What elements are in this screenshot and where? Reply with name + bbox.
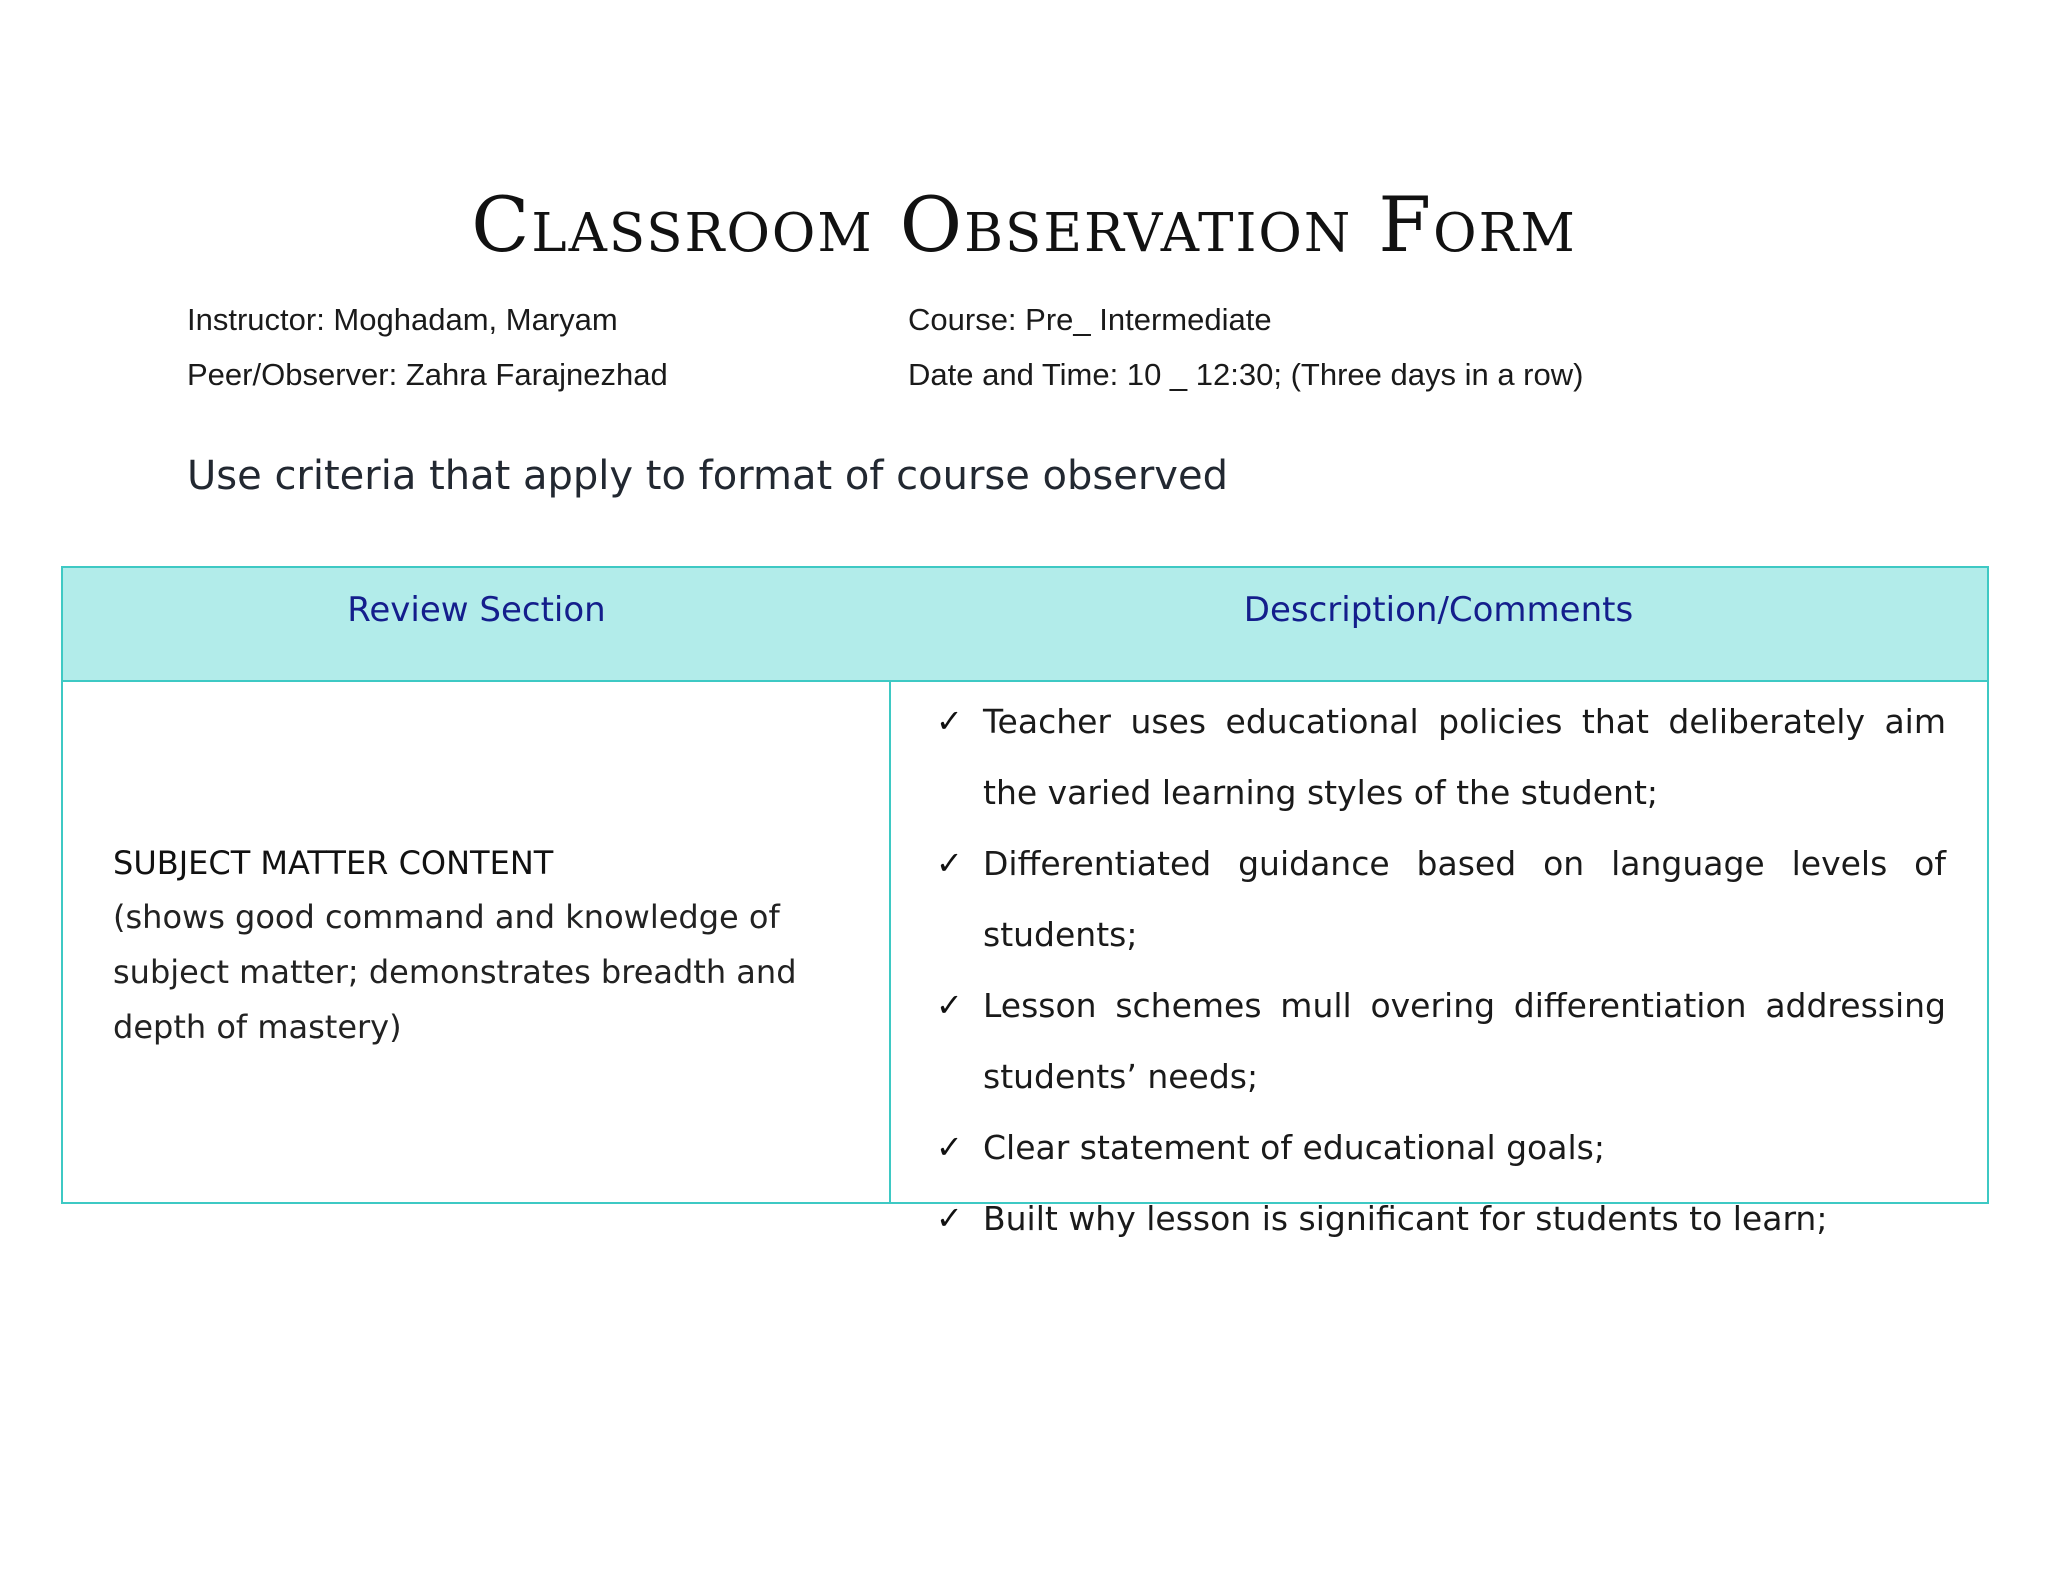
list-item xyxy=(936,1112,1946,1183)
checkmark-icon: ✓ xyxy=(936,844,963,882)
list-item xyxy=(936,828,1946,970)
comments-list xyxy=(936,686,1946,1254)
course-field: Course: Pre_ Intermediate xyxy=(908,302,1272,337)
checkmark-icon: ✓ xyxy=(936,1128,963,1166)
date-time-field: Date and Time: 10 _ 12:30; (Three days in a row) xyxy=(908,357,1584,392)
header-review-section: Review Section xyxy=(347,590,606,630)
checkmark-icon: ✓ xyxy=(936,702,963,740)
checkmark-icon: ✓ xyxy=(936,1199,963,1237)
comment-text: Lesson schemes mull overing differentiation addressing students’ needs; xyxy=(983,986,1946,1096)
comment-text: Teacher uses educational policies that deliberately aim the varied learning styles of the student; xyxy=(983,702,1946,812)
comment-text: Clear statement of educational goals; xyxy=(983,1128,1605,1167)
section-description: (shows good command and knowledge of subject matter; demonstrates breadth and depth of mastery) xyxy=(113,898,797,1046)
section-title: SUBJECT MATTER CONTENT xyxy=(113,844,554,882)
comment-text: Differentiated guidance based on language levels of students; xyxy=(983,844,1946,954)
comment-text: Built why lesson is significant for students to learn; xyxy=(983,1199,1828,1238)
table-header-row xyxy=(63,568,1987,682)
column-divider xyxy=(889,680,891,1202)
observation-table xyxy=(61,566,1989,1238)
list-item xyxy=(936,970,1946,1112)
review-section-cell xyxy=(113,836,853,1055)
observer-field: Peer/Observer: Zahra Farajnezhad xyxy=(187,357,668,392)
instructor-field: Instructor: Moghadam, Maryam xyxy=(187,302,618,337)
instruction-text: Use criteria that apply to format of course observed xyxy=(187,453,1228,499)
checkmark-icon: ✓ xyxy=(936,986,963,1024)
form-title: Classroom Observation Form xyxy=(471,180,1577,269)
list-item xyxy=(936,686,1946,828)
list-item xyxy=(936,1183,1946,1254)
header-description-comments: Description/Comments xyxy=(1243,590,1634,630)
